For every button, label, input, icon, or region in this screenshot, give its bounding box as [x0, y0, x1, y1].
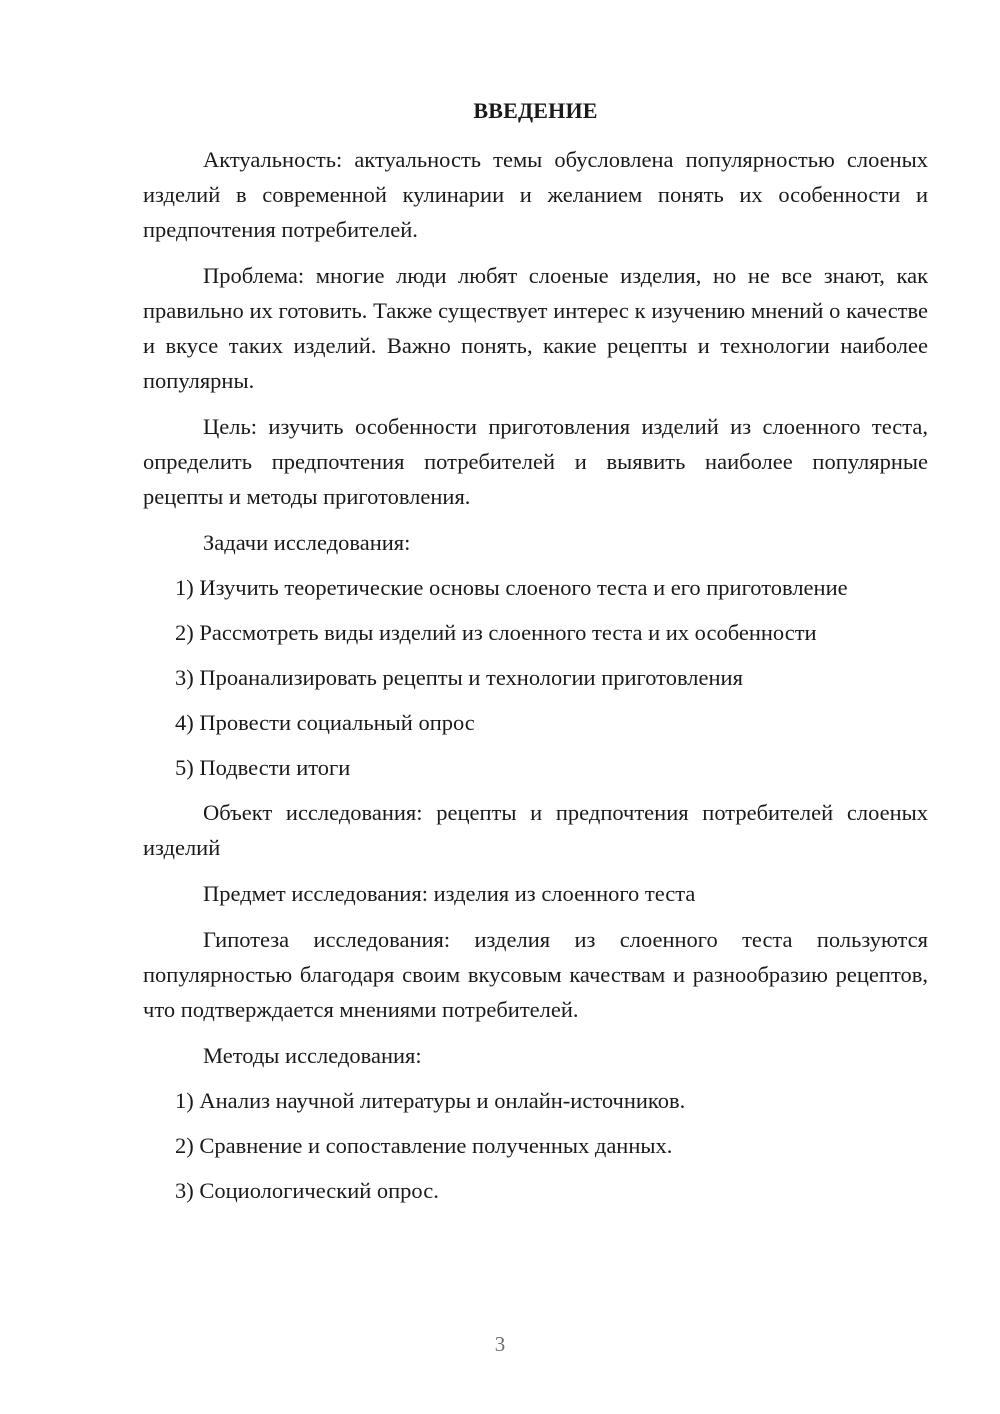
- task-item: 1) Изучить теоретические основы слоеного теста и его приготовление: [175, 575, 848, 600]
- task-item: 3) Проанализировать рецепты и технологии приготовления: [175, 665, 743, 690]
- method-item: 1) Анализ научной литературы и онлайн-источников.: [175, 1088, 686, 1113]
- method-item: 3) Социологический опрос.: [175, 1178, 439, 1203]
- relevance-paragraph: Актуальность: актуальность темы обусловлена популярностью слоеных изделий в современной кулинарии и желанием понять их особенности и предпочтения потребителей.: [143, 147, 928, 242]
- goal-paragraph: Цель: изучить особенности приготовления изделий из слоенного теста, определить предпочтения потребителей и выявить наиболее популярные рецепты и методы приготовления.: [143, 414, 928, 509]
- method-item: 2) Сравнение и сопоставление полученных данных.: [175, 1133, 673, 1158]
- hypothesis-paragraph: Гипотеза исследования: изделия из слоенного теста пользуются популярностью благодаря своим вкусовым качествам и разнообразию рецептов, что подтверждается мнениями потребителей.: [143, 927, 928, 1022]
- methods-list: [143, 1083, 928, 1208]
- page-number: 3: [494, 1332, 506, 1356]
- task-item: 2) Рассмотреть виды изделий из слоенного теста и их особенности: [175, 620, 817, 645]
- methods-heading: Методы исследования:: [203, 1043, 422, 1068]
- problem-paragraph: Проблема: многие люди любят слоеные изделия, но не все знают, как правильно их готовить. Также существует интерес к изучению мнений о качестве и вкусе таких изделий. Важно понять, какие рецепты и технологии наиболее популярны.: [143, 263, 928, 393]
- task-item: 4) Провести социальный опрос: [175, 710, 475, 735]
- subject-paragraph: Предмет исследования: изделия из слоенного теста: [203, 881, 696, 906]
- page-content: [143, 96, 928, 1218]
- tasks-list: [143, 570, 928, 785]
- object-paragraph: Объект исследования: рецепты и предпочтения потребителей слоеных изделий: [143, 800, 928, 860]
- tasks-heading: Задачи исследования:: [203, 530, 411, 555]
- task-item: 5) Подвести итоги: [175, 755, 351, 780]
- page-title: ВВЕДЕНИЕ: [473, 98, 598, 123]
